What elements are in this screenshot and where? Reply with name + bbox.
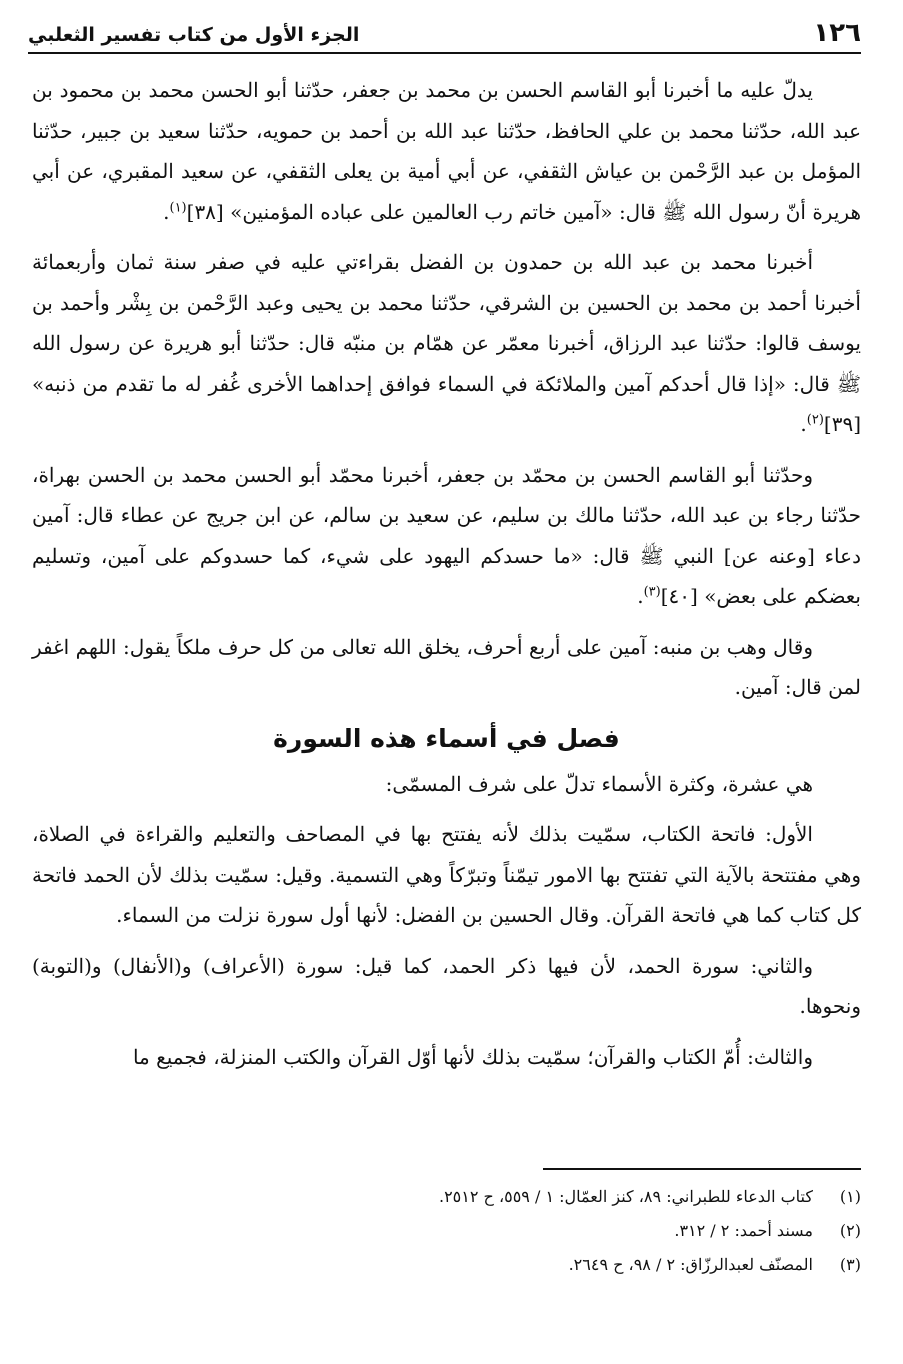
footnote-ref: (٢)	[806, 412, 824, 428]
body-paragraph	[32, 627, 861, 708]
hadith-paragraph	[32, 242, 861, 445]
footnote-ref: (٣)	[643, 584, 661, 600]
footnotes	[32, 1180, 861, 1282]
running-head	[28, 10, 861, 54]
footnote-divider	[543, 1168, 861, 1170]
section-paragraph: والثاني: سورة الحمد، لأن فيها ذكر الحمد، كما قيل: سورة (الأعراف) و(الأنفال) و(التوبة) ونحوها.	[32, 953, 861, 1018]
paragraph-end: .	[800, 412, 807, 436]
section-paragraph: الأول: فاتحة الكتاب، سمّيت بذلك لأنه يفتتح بها في المصاحف والتعليم والقراءة في الصلاة، وهي مفتتحة بالآية التي تفتتح بها الامور تيمّناً وتبرّكاً وهي التسمية. وقيل: سمّيت بذلك لأن الحمد فاتحة كل كتاب كما هي فاتحة القرآن. وقال الحسين بن الفضل: لأنها أول سورة نزلت من السماء.	[32, 822, 861, 927]
page-body	[32, 70, 861, 1087]
paragraph-text: وحدّثنا أبو القاسم الحسن بن محمّد بن جعفر، أخبرنا محمّد أبو الحسن محمد بن الحسن بهراة، حدّثنا رجاء بن عبد الله، حدّثنا مالك بن سليم، عن سعيد بن سالم، عن ابن جريج عن عطاء قال: آمين دعاء [وعنه عن] النبي ﷺ قال: «ما حسدكم اليهود على شيء، كما حسدوكم على آمين، وتسليم بعضكم على بعض» [٤٠]	[32, 462, 861, 608]
paragraph-end: .	[163, 199, 170, 224]
page-number: ١٢٦	[813, 18, 861, 48]
footnote	[32, 1248, 861, 1282]
hadith-paragraph	[32, 455, 861, 617]
section-paragraph: والثالث: أُمّ الكتاب والقرآن؛ سمّيت بذلك لأنها أوّل القرآن والكتب المنزلة، فجميع ما	[132, 1044, 813, 1069]
footnote-number: (١)	[839, 1187, 861, 1206]
footnote-number: (٣)	[839, 1255, 861, 1274]
section-intro: هي عشرة، وكثرة الأسماء تدلّ على شرف المسمّى:	[385, 771, 813, 796]
footnote-text: المصنّف لعبدالرزّاق: ٢ / ٩٨، ح ٢٦٤٩.	[568, 1255, 813, 1274]
footnote-text: مسند أحمد: ٢ / ٣١٢.	[674, 1221, 813, 1240]
footnote	[32, 1180, 861, 1214]
paragraph-text: أخبرنا محمد بن عبد الله بن حمدون بن الفضل بقراءتي عليه في صفر سنة ثمان وأربعمائة أخبرنا أحمد بن محمد بن الحسين بن الشرقي، حدّثنا محمد بن يحيى وعبد الرَّحْمن بن بِشْر وأحمد بن يوسف قالوا: حدّثنا عبد الرزاق، أخبرنا معمّر عن همّام بن منبّه قال: حدّثنا أبو هريرة عن رسول الله ﷺ قال: «إذا قال أحدكم آمين والملائكة في السماء فوافق إحداهما الأخرى غُفر له ما تقدم من ذنبه» [٣٩]	[32, 250, 861, 436]
footnote-text: كتاب الدعاء للطبراني: ٨٩، كنز العمّال: ١ / ٥٥٩، ح ٢٥١٢.	[438, 1187, 813, 1206]
paragraph-text: يدلّ عليه ما أخبرنا أبو القاسم الحسن بن محمد بن جعفر، حدّثنا أبو الحسن محمد بن محمود بن عبد الله، حدّثنا محمد بن علي الحافظ، حدّثنا عبد الله بن أحمد بن حمويه، حدّثنا سعيد بن جبير، حدّثنا المؤمل بن عبد الرَّحْمن بن عياش الثقفي، عن أبي أمية بن يعلى الثقفي، عن سعيد المقبري، عن أبي هريرة أنّ رسول الله ﷺ قال: «آمين خاتم رب العالمين على عباده المؤمنين» [٣٨]	[32, 78, 862, 224]
footnote-number: (٢)	[839, 1221, 861, 1240]
footnote	[32, 1214, 861, 1248]
hadith-paragraph	[32, 70, 861, 232]
book-title: الجزء الأول من كتاب تفسير الثعلبي	[28, 24, 360, 46]
paragraph-text: وقال وهب بن منبه: آمين على أربع أحرف، يخلق الله تعالى من كل حرف ملكاً يقول: اللهم اغفر لمن قال: آمين.	[32, 634, 861, 699]
paragraph-end: .	[637, 584, 644, 608]
section-heading: فصل في أسماء هذه السورة	[273, 723, 620, 753]
footnote-ref: (١)	[169, 199, 187, 215]
